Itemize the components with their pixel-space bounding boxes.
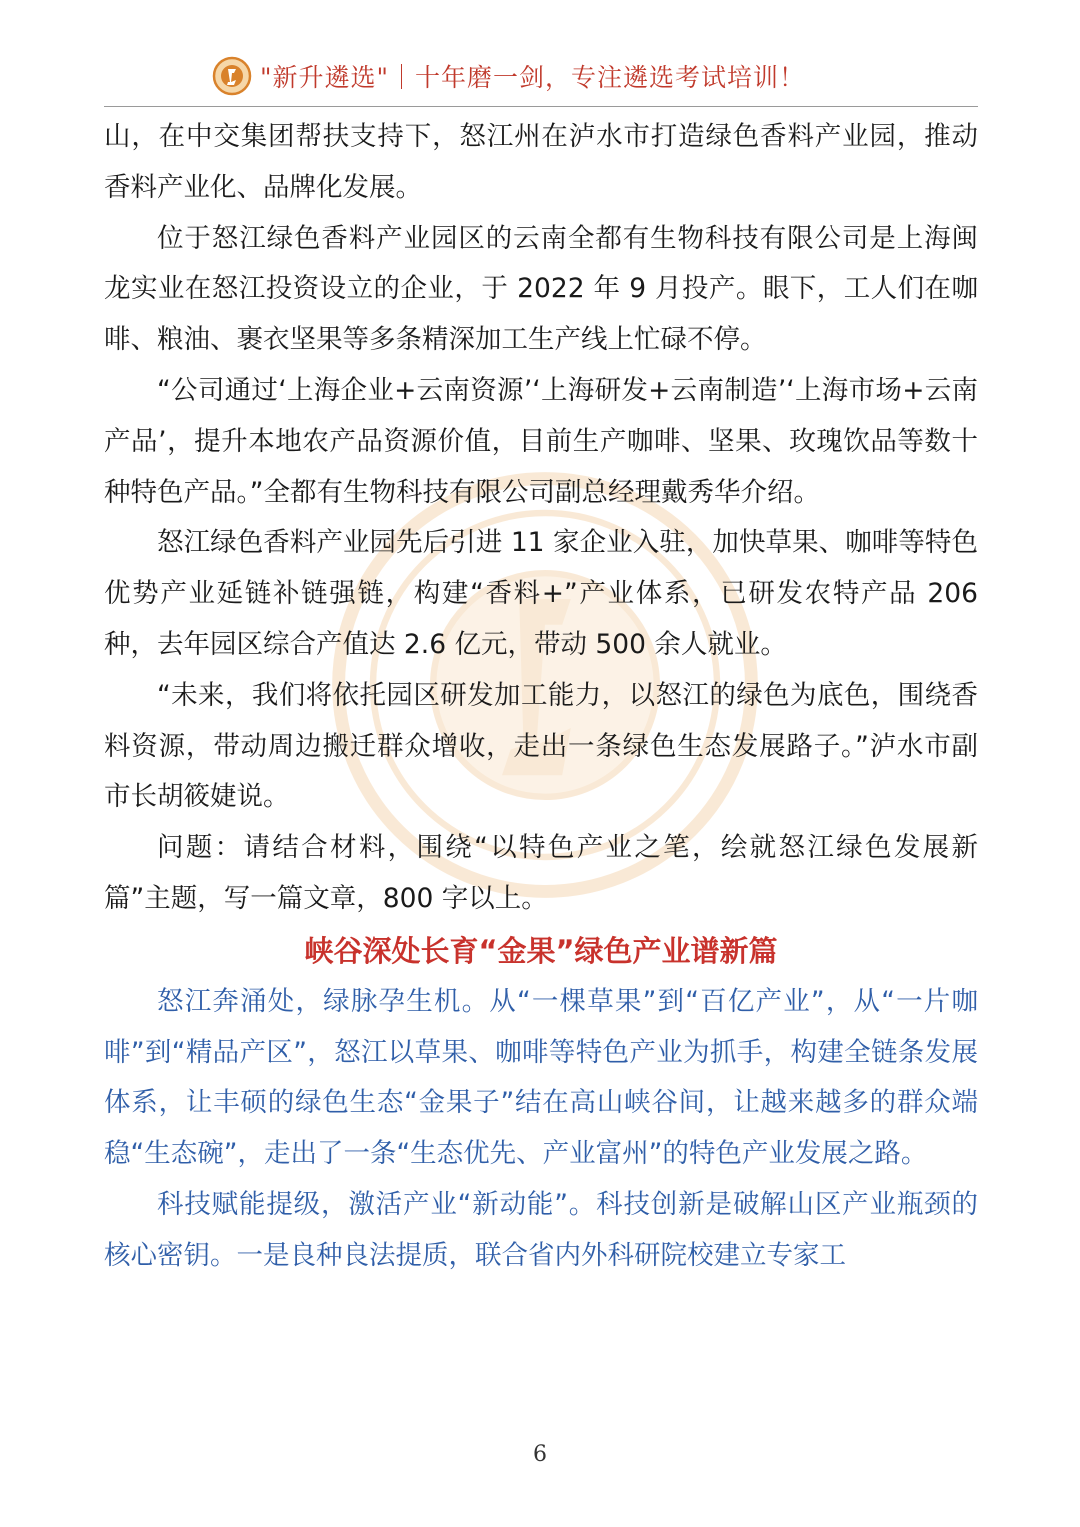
essay-paragraph-tech: 科技赋能提级，激活产业“新动能”。科技创新是破解山区产业瓶颈的核心密钥。一是良种良法提质，联合省内外科研院校建立专家工 xyxy=(104,1188,978,1271)
paragraph-question: 问题：请结合材料，围绕“以特色产业之笔，绘就怒江绿色发展新篇”主题，写一篇文章，800 字以上。 xyxy=(104,832,978,914)
page-number: 6 xyxy=(533,1442,547,1467)
document-body xyxy=(104,112,978,1282)
paragraph-quote-mayor: “未来，我们将依托园区研发加工能力，以怒江的绿色为底色，围绕香料资源，带动周边搬迁群众增收，走出一条绿色生态发展路子。”泸水市副市长胡筱婕说。 xyxy=(104,679,978,813)
page-header xyxy=(104,50,978,107)
paragraph-company: 位于怒江绿色香料产业园区的云南全都有生物科技有限公司是上海闽龙实业在怒江投资设立的企业，于 2022 年 9 月投产。眼下，工人们在咖啡、粮油、裹衣坚果等多条精深加工生产线上忙碌不停。 xyxy=(104,222,978,356)
paragraph-industrial-park: 怒江绿色香料产业园先后引进 11 家企业入驻，加快草果、咖啡等特色优势产业延链补链强链，构建“香料+”产业体系，已研发农特产品 206 种，去年园区综合产值达 2.6 亿元，带动 500 余人就业。 xyxy=(104,527,978,660)
essay-paragraph-intro: 怒江奔涌处，绿脉孕生机。从“一棵草果”到“百亿产业”，从“一片咖啡”到“精品产区”，怒江以草果、咖啡等特色产业为抓手，构建全链条发展体系，让丰硕的绿色生态“金果子”结在高山峡谷间，让越来越多的群众端稳“生态碗”，走出了一条“生态优先、产业富州”的特色产业发展之路。 xyxy=(104,985,978,1170)
essay-title: 峡谷深处长育“金果”绿色产业谱新篇 xyxy=(304,933,778,968)
header-slogan: "新升遴选"｜十年磨一剑，专注遴选考试培训！ xyxy=(260,63,805,92)
paragraph-continued: 山，在中交集团帮扶支持下，怒江州在泸水市打造绿色香料产业园，推动香料产业化、品牌化发展。 xyxy=(104,121,978,203)
logo-icon xyxy=(212,56,252,96)
paragraph-quote-company: “公司通过‘上海企业+云南资源’‘上海研发+云南制造’‘上海市场+云南产品’，提升本地农产品资源价值，目前生产咖啡、坚果、玫瑰饮品等数十种特色产品。”全都有生物科技有限公司副总经理戴秀华介绍。 xyxy=(104,374,978,508)
